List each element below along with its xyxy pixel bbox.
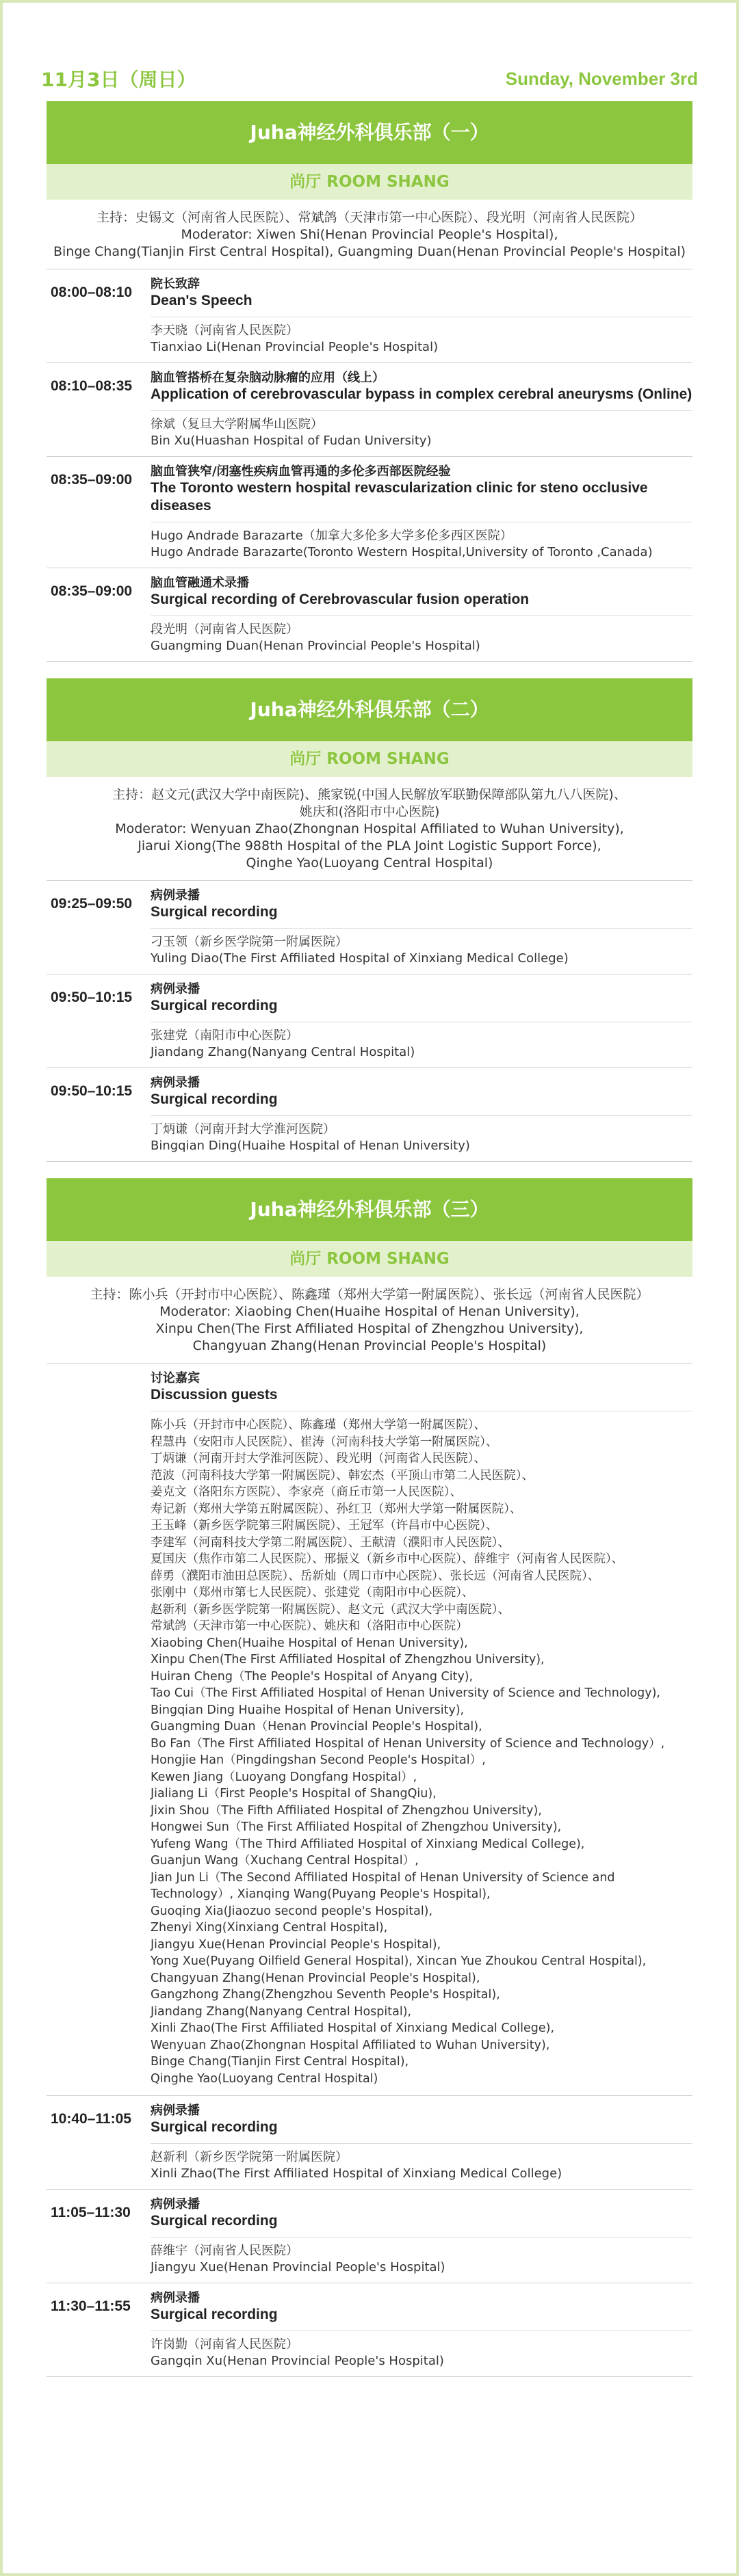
talk-time: 08:10–08:35 bbox=[51, 378, 133, 394]
talk-title bbox=[151, 269, 692, 317]
day-date-en: Sunday, November 3rd bbox=[505, 68, 698, 89]
talk-title-en: Surgical recording bbox=[151, 904, 278, 920]
talk-speaker bbox=[151, 1022, 692, 1067]
discussion-title bbox=[151, 1364, 692, 1411]
moderator-line: Moderator: Xiaobing Chen(Huaihe Hospital of Henan University), bbox=[159, 1304, 580, 1319]
guest-line: 李建军（河南科技大学第二附属医院）、王献清（濮阳市人民医院）、 bbox=[151, 1535, 510, 1550]
day-date-cn: 11月3日（周日） bbox=[41, 68, 196, 91]
talk-title bbox=[151, 1068, 692, 1116]
guest-line: 夏国庆（焦作市第二人民医院）、邢振义（新乡市中心医院）、薛维宇（河南省人民医院）、 bbox=[151, 1552, 624, 1566]
talk-title-cn: 病例录播 bbox=[151, 2103, 200, 2118]
guest-line: 薛勇（濮阳市油田总医院）、岳新灿（周口市中心医院）、张长远（河南省人民医院）、 bbox=[151, 1569, 600, 1583]
talk-title bbox=[151, 881, 692, 929]
discussion-guests bbox=[151, 1411, 692, 2095]
talk-title-cn: 病例录播 bbox=[151, 1076, 200, 1090]
talk-title bbox=[151, 2190, 692, 2238]
speaker-line: 许岗勤（河南省人民医院） bbox=[151, 2337, 298, 2352]
talk-row bbox=[47, 881, 692, 974]
talk-row bbox=[47, 1068, 692, 1162]
speaker-line: 丁炳谦（河南开封大学淮河医院） bbox=[151, 1122, 335, 1137]
speaker-line: Hugo Andrade Barazarte（加拿大多伦多大学多伦多西区医院） bbox=[151, 529, 513, 543]
guest-line: Bingqian Ding Huaihe Hospital of Henan University), bbox=[151, 1703, 465, 1717]
guest-line: Hongwei Sun（The First Affiliated Hospital of Zhengzhou University), bbox=[151, 1820, 562, 1834]
speaker-line: 张建党（南阳市中心医院） bbox=[151, 1028, 298, 1043]
room-label: 尚厅 ROOM SHANG bbox=[47, 741, 692, 777]
moderators bbox=[47, 200, 692, 269]
guest-line: Xiaobing Chen(Huaihe Hospital of Henan University), bbox=[151, 1636, 468, 1650]
discussion-title-en: Discussion guests bbox=[151, 1387, 278, 1403]
guest-line: Yufeng Wang（The Third Affiliated Hospital of Xinxiang Medical College), bbox=[151, 1837, 585, 1851]
guest-line: 常斌鸽（天津市第一中心医院）、姚庆和（洛阳市中心医院） bbox=[151, 1619, 468, 1633]
talk-row bbox=[47, 568, 692, 662]
guest-line: Huiran Cheng（The People's Hospital of Anyang City), bbox=[151, 1669, 474, 1684]
talk-row bbox=[47, 269, 692, 363]
talk-time: 08:00–08:10 bbox=[51, 284, 133, 300]
moderator-line: Binge Chang(Tianjin First Central Hospital), Guangming Duan(Henan Provincial People's Hospital) bbox=[53, 244, 686, 259]
club-section bbox=[47, 1178, 692, 2377]
talk-title bbox=[151, 568, 692, 616]
talk-title bbox=[151, 2283, 692, 2331]
guest-line: Guoqing Xia(Jiaozuo second people's Hospital), bbox=[151, 1904, 433, 1918]
moderator-line: Qinghe Yao(Luoyang Central Hospital) bbox=[246, 855, 493, 871]
club-title: Juha神经外科俱乐部（一） bbox=[47, 101, 692, 164]
talk-time: 09:50–10:15 bbox=[51, 990, 133, 1005]
speaker-line: Bin Xu(Huashan Hospital of Fudan University) bbox=[151, 434, 432, 448]
talk-time: 11:30–11:55 bbox=[51, 2298, 131, 2314]
talk-title-en: Surgical recording of Cerebrovascular fusion operation bbox=[151, 592, 530, 607]
talk-title-cn: 病例录播 bbox=[151, 2197, 200, 2212]
talk-body bbox=[151, 457, 692, 568]
talk-title-en: Application of cerebrovascular bypass in complex cerebral aneurysms (Online) bbox=[151, 386, 692, 402]
speaker-line: 徐斌（复旦大学附属华山医院） bbox=[151, 417, 323, 431]
talk-title-en: Surgical recording bbox=[151, 1091, 278, 1107]
talk-body bbox=[151, 1068, 692, 1161]
speaker-line: Hugo Andrade Barazarte(Toronto Western Hospital,University of Toronto ,Canada) bbox=[151, 545, 653, 559]
guest-line: Changyuan Zhang(Henan Provincial People's Hospital), bbox=[151, 1971, 480, 1985]
talk-time: 11:05–11:30 bbox=[51, 2205, 131, 2220]
talk-speaker bbox=[151, 317, 692, 362]
talk-body bbox=[151, 568, 692, 661]
club-section bbox=[47, 101, 692, 662]
talk-title-en: Dean's Speech bbox=[151, 293, 252, 308]
guest-line: Yong Xue(Puyang Oilfield General Hospital), Xincan Yue Zhoukou Central Hospital), bbox=[151, 1954, 647, 1968]
club-section bbox=[47, 678, 692, 1162]
guest-line: 寿记新（郑州大学第五附属医院）、孙红卫（郑州大学第一附属医院）、 bbox=[151, 1502, 522, 1516]
talk-title-en: The Toronto western hospital revascularization clinic for steno occlusive diseases bbox=[151, 480, 648, 514]
talk-title-cn: 病例录播 bbox=[151, 888, 200, 903]
guest-line: Kewen Jiang（Luoyang Dongfang Hospital）, bbox=[151, 1770, 417, 1784]
moderator-line: 主持：史锡文（河南省人民医院）、常斌鸽（天津市第一中心医院）、段光明（河南省人民医院） bbox=[96, 210, 643, 225]
talk-row bbox=[47, 2283, 692, 2377]
guest-line: 王玉峰（新乡医学院第三附属医院）、王冠军（许昌市中心医院）、 bbox=[151, 1519, 498, 1532]
guest-line: Guangming Duan（Henan Provincial People's Hospital), bbox=[151, 1720, 482, 1734]
talk-time: 08:35–09:00 bbox=[51, 583, 133, 599]
talk-title-en: Surgical recording bbox=[151, 998, 278, 1013]
talk-time: 10:40–11:05 bbox=[51, 2111, 131, 2127]
guest-line: 张刚中（郑州市第七人民医院）、张建党（南阳市中心医院）、 bbox=[151, 1586, 474, 1599]
guest-line: Xinli Zhao(The First Affiliated Hospital of Xinxiang Medical College), bbox=[151, 2021, 555, 2035]
talk-title-cn: 脑血管融通术录播 bbox=[151, 576, 249, 590]
speaker-line: Xinli Zhao(The First Affiliated Hospital of Xinxiang Medical College) bbox=[151, 2166, 562, 2181]
discussion-title-cn: 讨论嘉宾 bbox=[151, 1371, 200, 1385]
moderators bbox=[47, 777, 692, 881]
speaker-line: 刁玉领（新乡医学院第一附属医院） bbox=[151, 935, 348, 949]
talk-title-cn: 院长致辞 bbox=[151, 277, 200, 291]
talk-speaker bbox=[151, 522, 692, 568]
discussion-time-spacer bbox=[47, 1364, 151, 2095]
talk-title-en: Surgical recording bbox=[151, 2119, 278, 2135]
speaker-line: 赵新利（新乡医学院第一附属医院） bbox=[151, 2150, 348, 2164]
guest-line: Qinghe Yao(Luoyang Central Hospital) bbox=[151, 2071, 378, 2086]
section-gap bbox=[47, 662, 692, 678]
guest-line: 赵新利（新乡医学院第一附属医院）、赵文元（武汉大学中南医院）、 bbox=[151, 1602, 510, 1617]
talk-speaker bbox=[151, 2144, 692, 2189]
speaker-line: 薛维宇（河南省人民医院） bbox=[151, 2244, 298, 2258]
talk-title-en: Surgical recording bbox=[151, 2213, 278, 2229]
guest-line: Gangzhong Zhang(Zhengzhou Seventh People's Hospital), bbox=[151, 1988, 500, 2002]
talk-time: 08:35–09:00 bbox=[51, 472, 133, 488]
section-gap bbox=[47, 1162, 692, 1178]
guest-line: Jialiang Li（First People's Hospital of ShangQiu), bbox=[151, 1787, 437, 1801]
moderator-line: Jiarui Xiong(The 988th Hospital of the PLA Joint Logistic Support Force), bbox=[138, 838, 601, 853]
talk-title bbox=[151, 974, 692, 1022]
talk-row bbox=[47, 457, 692, 568]
guest-line: Jixin Shou（The Fifth Affiliated Hospital of Zhengzhou University), bbox=[151, 1803, 542, 1818]
guest-line: Zhenyi Xing(Xinxiang Central Hospital), bbox=[151, 1921, 388, 1935]
guest-line: Binge Chang(Tianjin First Central Hospital), bbox=[151, 2055, 409, 2069]
talk-speaker bbox=[151, 1116, 692, 1161]
guest-line: 陈小兵（开封市中心医院）、陈鑫瑾（郑州大学第一附属医院）、 bbox=[151, 1418, 486, 1432]
moderator-line: Xinpu Chen(The First Affiliated Hospital of Zhengzhou University), bbox=[155, 1321, 584, 1336]
talk-title-cn: 病例录播 bbox=[151, 982, 200, 996]
speaker-line: Guangming Duan(Henan Provincial People's Hospital) bbox=[151, 639, 480, 653]
guest-line: Xinpu Chen(The First Affiliated Hospital of Zhengzhou University), bbox=[151, 1653, 545, 1667]
talk-body bbox=[151, 2190, 692, 2283]
talk-title bbox=[151, 2096, 692, 2144]
moderator-line: 主持：赵文元(武汉大学中南医院)、熊家锐(中国人民解放军联勤保障部队第九八八医院)、 bbox=[112, 787, 627, 802]
moderator-line: Moderator: Wenyuan Zhao(Zhongnan Hospital Affiliated to Wuhan University), bbox=[115, 821, 624, 836]
guest-line: Technology）, Xianqing Wang(Puyang People's Hospital), bbox=[151, 1887, 491, 1901]
talk-speaker bbox=[151, 2238, 692, 2283]
speaker-line: Yuling Diao(The First Affiliated Hospital of Xinxiang Medical College) bbox=[151, 951, 569, 966]
discussion-body bbox=[151, 1364, 692, 2095]
guest-line: Jiandang Zhang(Nanyang Central Hospital), bbox=[151, 2004, 412, 2019]
guest-line: Guanjun Wang（Xuchang Central Hospital）, bbox=[151, 1854, 419, 1868]
guest-line: Jiangyu Xue(Henan Provincial People's Hospital), bbox=[151, 1937, 441, 1952]
talk-title bbox=[151, 363, 692, 411]
talk-speaker bbox=[151, 411, 692, 456]
room-label: 尚厅 ROOM SHANG bbox=[47, 164, 692, 200]
discussion-row bbox=[47, 1364, 692, 2096]
talk-row bbox=[47, 2190, 692, 2283]
talk-time: 09:50–10:15 bbox=[51, 1083, 133, 1099]
talk-body bbox=[151, 881, 692, 974]
talk-title-en: Surgical recording bbox=[151, 2307, 278, 2322]
moderator-line: 姚庆和(洛阳市中心医院) bbox=[299, 804, 440, 819]
schedule-content bbox=[47, 101, 692, 2377]
day-header bbox=[41, 63, 698, 94]
room-label: 尚厅 ROOM SHANG bbox=[47, 1241, 692, 1277]
talk-time: 09:25–09:50 bbox=[51, 896, 133, 912]
talk-row bbox=[47, 2096, 692, 2190]
guest-line: 姜克文（洛阳东方医院）、李家亮（商丘市第一人民医院）、 bbox=[151, 1485, 462, 1499]
talk-speaker bbox=[151, 616, 692, 661]
guest-line: Bo Fan（The First Affiliated Hospital of Henan University of Science and Technology）, bbox=[151, 1736, 665, 1751]
guest-line: Tao Cui（The First Affiliated Hospital of Henan University of Science and Technology), bbox=[151, 1686, 660, 1700]
speaker-line: 段光明（河南省人民医院） bbox=[151, 622, 298, 637]
talk-title bbox=[151, 457, 692, 522]
speaker-line: Jiangyu Xue(Henan Provincial People's Hospital) bbox=[151, 2260, 445, 2274]
talk-body bbox=[151, 363, 692, 456]
guest-line: Jian Jun Li（The Second Affiliated Hospital of Henan University of Science and bbox=[151, 1870, 615, 1885]
talk-title-cn: 病例录播 bbox=[151, 2291, 200, 2305]
talk-body bbox=[151, 2283, 692, 2376]
guest-line: 程慧冉（安阳市人民医院）、崔涛（河南科技大学第一附属医院）、 bbox=[151, 1435, 498, 1449]
talk-row bbox=[47, 363, 692, 457]
club-title: Juha神经外科俱乐部（二） bbox=[47, 678, 692, 741]
talk-speaker bbox=[151, 2331, 692, 2376]
guest-line: Wenyuan Zhao(Zhongnan Hospital Affiliated to Wuhan University), bbox=[151, 2038, 550, 2052]
speaker-line: Jiandang Zhang(Nanyang Central Hospital) bbox=[151, 1045, 415, 1059]
talk-row bbox=[47, 974, 692, 1068]
club-title: Juha神经外科俱乐部（三） bbox=[47, 1178, 692, 1241]
speaker-line: Tianxiao Li(Henan Provincial People's Hospital) bbox=[151, 340, 439, 354]
talk-body bbox=[151, 2096, 692, 2189]
talk-speaker bbox=[151, 929, 692, 974]
speaker-line: 李天晓（河南省人民医院） bbox=[151, 323, 298, 338]
talk-body bbox=[151, 974, 692, 1067]
guest-line: 丁炳谦（河南开封大学淮河医院）、段光明（河南省人民医院）、 bbox=[151, 1452, 486, 1465]
moderator-line: Changyuan Zhang(Henan Provincial People's Hospital) bbox=[192, 1338, 547, 1353]
guest-line: Hongjie Han（Pingdingshan Second People's Hospital）, bbox=[151, 1753, 486, 1767]
moderators bbox=[47, 1277, 692, 1364]
speaker-line: Gangqin Xu(Henan Provincial People's Hospital) bbox=[151, 2354, 444, 2368]
talk-title-cn: 脑血管狭窄/闭塞性疾病血管再通的多伦多西部医院经验 bbox=[151, 464, 451, 479]
speaker-line: Bingqian Ding(Huaihe Hospital of Henan University) bbox=[151, 1139, 470, 1153]
talk-title-cn: 脑血管搭桥在复杂脑动脉瘤的应用（线上） bbox=[151, 371, 385, 385]
guest-line: 范波（河南科技大学第一附属医院）、韩宏杰（平顶山市第二人民医院）、 bbox=[151, 1468, 534, 1483]
moderator-line: Moderator: Xiwen Shi(Henan Provincial People's Hospital), bbox=[181, 227, 558, 242]
talk-body bbox=[151, 269, 692, 362]
moderator-line: 主持：陈小兵（开封市中心医院）、陈鑫瑾（郑州大学第一附属医院）、张长远（河南省人民医院） bbox=[90, 1287, 649, 1302]
